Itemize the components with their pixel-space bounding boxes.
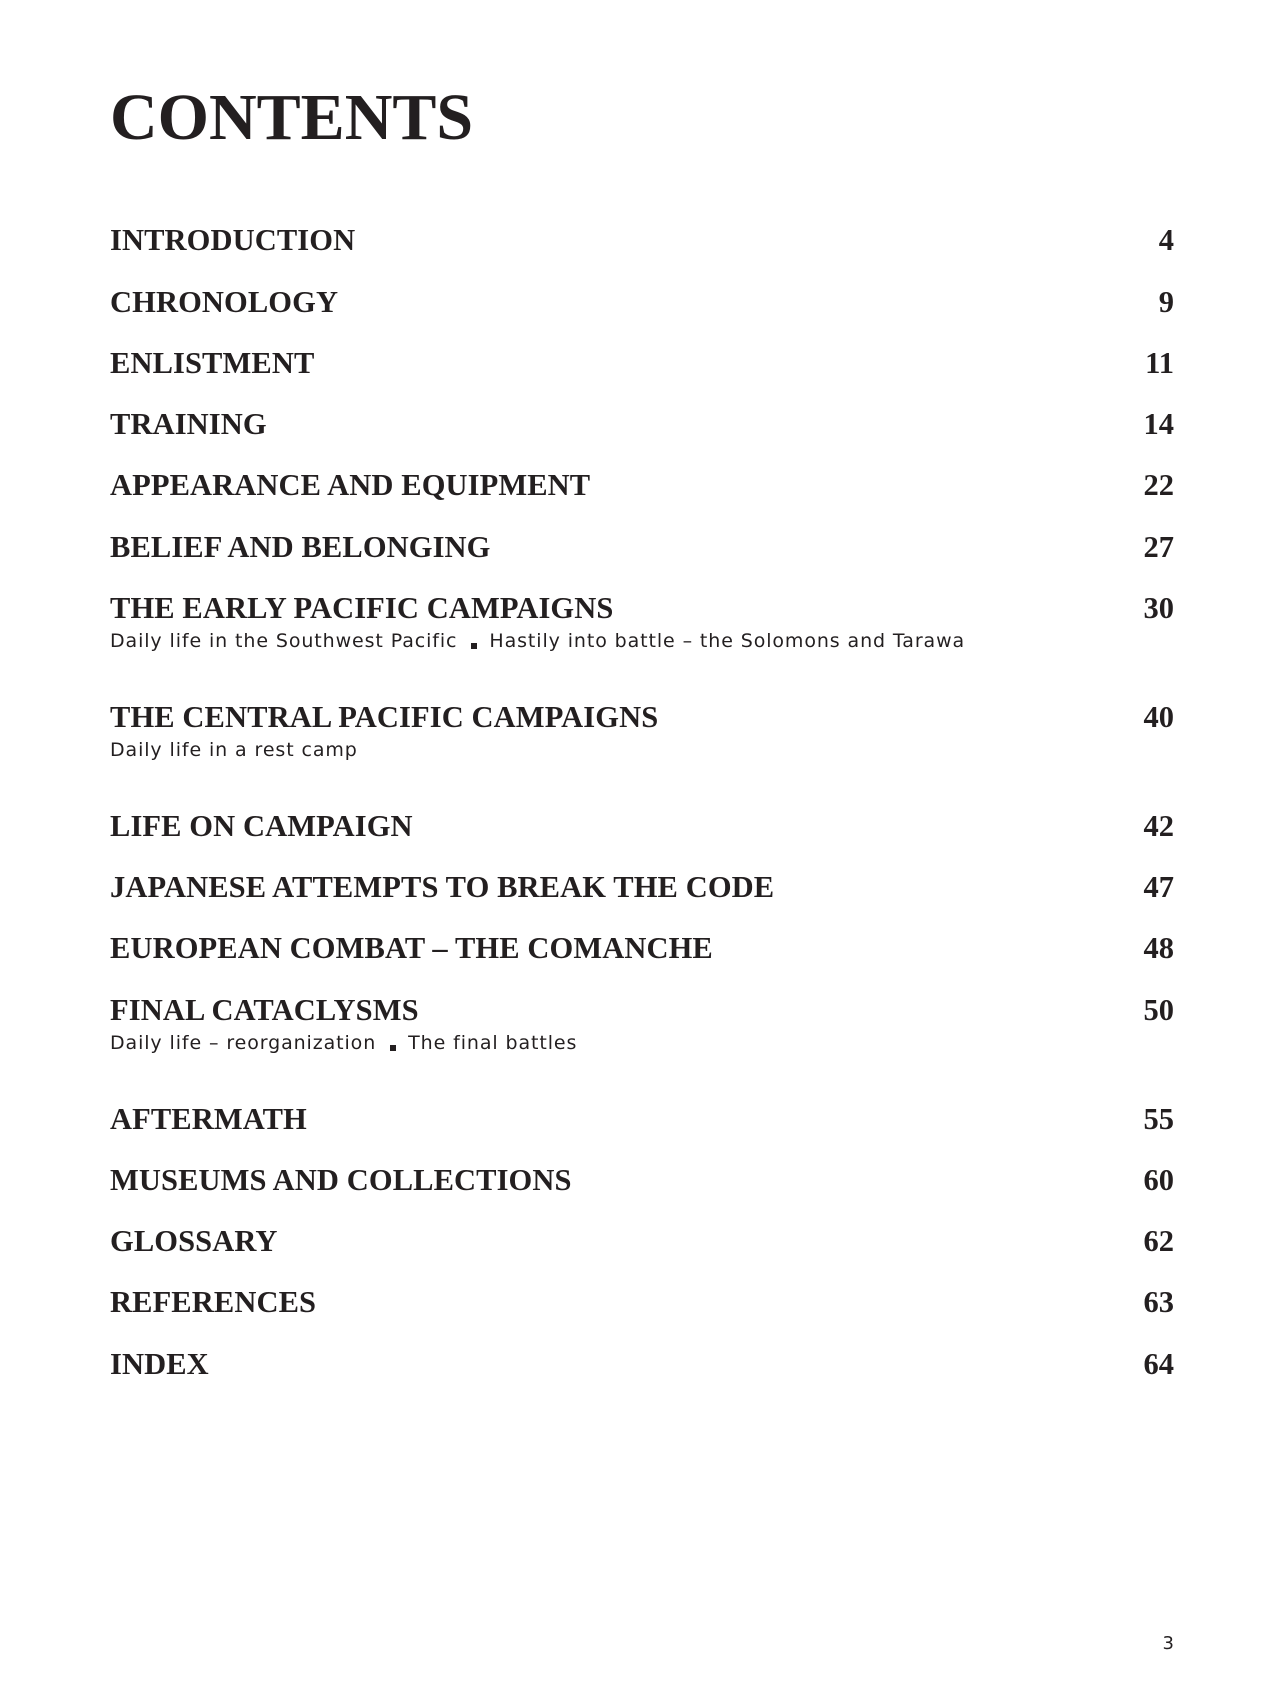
toc-entry-page: 4 xyxy=(1158,223,1174,257)
toc-entry[interactable] xyxy=(110,282,1174,322)
toc-entry[interactable] xyxy=(110,1282,1174,1322)
toc-subentry[interactable]: Daily life – reorganization xyxy=(110,1032,377,1054)
toc-entry-title: INDEX xyxy=(110,1347,209,1381)
toc-entry-page: 60 xyxy=(1143,1163,1174,1197)
toc-entry-page: 64 xyxy=(1143,1347,1174,1381)
toc-entry-page: 22 xyxy=(1143,468,1174,502)
toc-entry-title: BELIEF AND BELONGING xyxy=(110,530,491,564)
toc-entry-page: 42 xyxy=(1143,809,1174,843)
bullet-separator xyxy=(390,1045,396,1051)
page-title: CONTENTS xyxy=(110,81,474,154)
toc-entry-page: 62 xyxy=(1143,1224,1174,1258)
toc-entry[interactable] xyxy=(110,343,1174,383)
toc-entry-title: ENLISTMENT xyxy=(110,346,315,380)
toc-subentry[interactable]: Daily life in a rest camp xyxy=(110,739,358,761)
toc-entry-title: GLOSSARY xyxy=(110,1224,278,1258)
toc-entry-page: 50 xyxy=(1143,993,1174,1027)
toc-entry-page: 9 xyxy=(1158,285,1174,319)
toc-entry-page: 40 xyxy=(1143,700,1174,734)
toc-entry-page: 14 xyxy=(1143,407,1174,441)
toc-entry[interactable] xyxy=(110,527,1174,567)
toc-subentry[interactable]: Daily life in the Southwest Pacific xyxy=(110,630,458,652)
toc-subentries xyxy=(110,737,1174,763)
toc-entry[interactable] xyxy=(110,990,1174,1056)
toc-entry-title: AFTERMATH xyxy=(110,1102,307,1136)
toc-subentry[interactable]: Hastily into battle – the Solomons and Tarawa xyxy=(489,630,966,652)
toc-entry[interactable] xyxy=(110,1344,1174,1384)
toc-entry-title: CHRONOLOGY xyxy=(110,285,339,319)
toc-entry[interactable] xyxy=(110,465,1174,505)
toc-entry[interactable] xyxy=(110,220,1174,260)
toc-entry-title: THE EARLY PACIFIC CAMPAIGNS xyxy=(110,591,614,625)
toc-entry[interactable] xyxy=(110,1099,1174,1139)
toc-entry-title: MUSEUMS AND COLLECTIONS xyxy=(110,1163,572,1197)
toc-entry[interactable] xyxy=(110,1221,1174,1261)
bullet-separator xyxy=(471,643,477,649)
toc-entry-page: 55 xyxy=(1143,1102,1174,1136)
page-number: 3 xyxy=(1162,1633,1174,1654)
toc-entry-page: 47 xyxy=(1143,870,1174,904)
toc-entry[interactable] xyxy=(110,867,1174,907)
toc-subentries xyxy=(110,628,1174,654)
toc-entry-title: JAPANESE ATTEMPTS TO BREAK THE CODE xyxy=(110,870,775,904)
toc-entry-page: 30 xyxy=(1143,591,1174,625)
toc-entry[interactable] xyxy=(110,928,1174,968)
toc-entry-title: LIFE ON CAMPAIGN xyxy=(110,809,413,843)
toc-entry-page: 11 xyxy=(1145,346,1174,380)
toc-entry-title: EUROPEAN COMBAT – THE COMANCHE xyxy=(110,931,713,965)
toc-entry-title: FINAL CATACLYSMS xyxy=(110,993,419,1027)
toc-entry[interactable] xyxy=(110,404,1174,444)
toc-entry[interactable] xyxy=(110,1160,1174,1200)
toc-entry-title: INTRODUCTION xyxy=(110,223,356,257)
toc-entry-page: 27 xyxy=(1143,530,1174,564)
toc-entry[interactable] xyxy=(110,806,1174,846)
toc-subentry[interactable]: The final battles xyxy=(408,1032,578,1054)
toc-entry-page: 63 xyxy=(1143,1285,1174,1319)
toc-entry-title: TRAINING xyxy=(110,407,267,441)
toc-entry[interactable] xyxy=(110,588,1174,654)
toc-entry-title: THE CENTRAL PACIFIC CAMPAIGNS xyxy=(110,700,659,734)
toc-entry-title: APPEARANCE AND EQUIPMENT xyxy=(110,468,591,502)
toc-entry-title: REFERENCES xyxy=(110,1285,317,1319)
toc-entry[interactable] xyxy=(110,697,1174,763)
toc-entry-page: 48 xyxy=(1143,931,1174,965)
toc-subentries xyxy=(110,1030,1174,1056)
